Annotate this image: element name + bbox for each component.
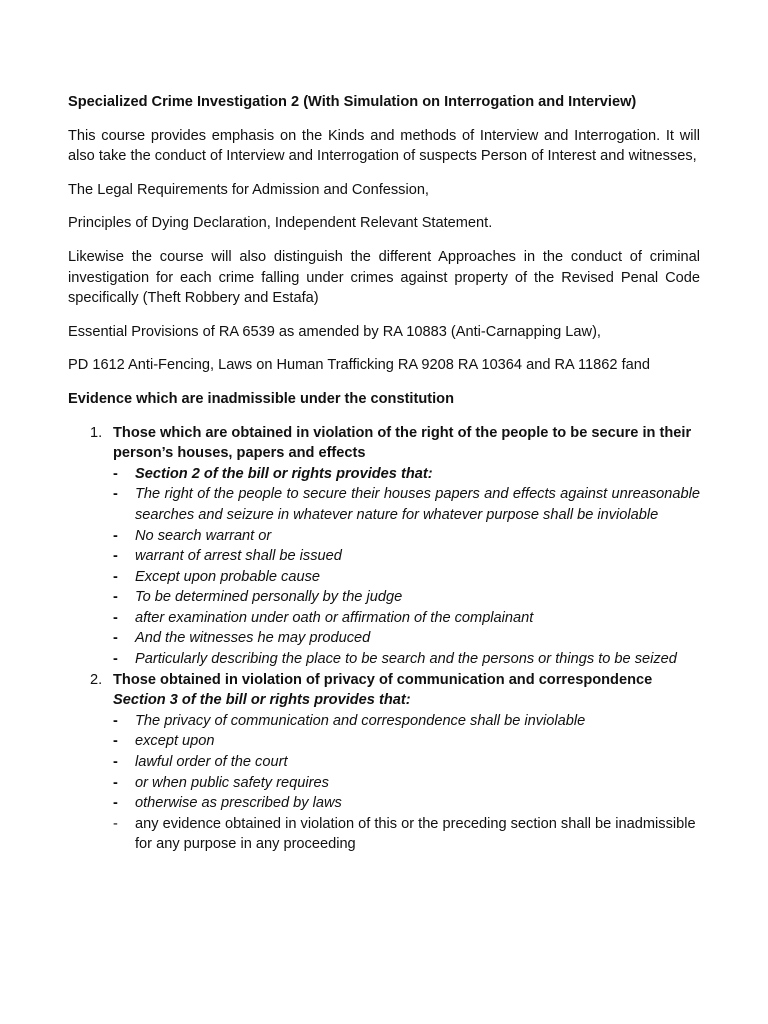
dash-icon: -: [113, 712, 118, 729]
bullet-text: except upon: [135, 733, 215, 750]
bullet-item: [113, 793, 700, 814]
bullet-item: [113, 628, 700, 649]
bullet-text: Section 2 of the bill or rights provides that:: [135, 465, 433, 482]
paragraph-legal-requirements: The Legal Requirements for Admission and Confession,: [68, 181, 429, 198]
evidence-list: [68, 423, 700, 855]
dash-icon: -: [113, 754, 118, 771]
dash-icon: -: [113, 651, 118, 668]
dash-icon: -: [113, 568, 118, 585]
bullet-item: [113, 752, 700, 773]
dash-icon: -: [113, 486, 118, 503]
paragraph-anti-carnapping: Essential Provisions of RA 6539 as amended by RA 10883 (Anti-Carnapping Law),: [68, 323, 601, 340]
list-number: 1.: [90, 424, 103, 441]
bullet-list: [113, 464, 700, 670]
dash-icon: -: [113, 815, 118, 832]
bullet-text: after examination under oath or affirmation of the complainant: [135, 609, 534, 626]
bullet-text: otherwise as prescribed by laws: [135, 795, 342, 812]
dash-icon: -: [113, 527, 118, 544]
dash-icon: -: [113, 589, 118, 606]
bullet-text: No search warrant or: [135, 527, 272, 544]
bullet-item: [113, 731, 700, 752]
bullet-item: [113, 484, 700, 525]
bullet-item: [113, 526, 700, 547]
bullet-item: [113, 567, 700, 588]
bullet-item: [113, 711, 700, 732]
dash-icon: -: [113, 733, 118, 750]
bullet-text: Particularly describing the place to be search and the persons or things to be seized: [135, 651, 677, 668]
list-item: [68, 670, 700, 855]
dash-icon: -: [113, 630, 118, 647]
dash-icon: -: [113, 774, 118, 791]
bullet-item: [113, 608, 700, 629]
bullet-text: or when public safety requires: [135, 774, 329, 791]
list-item-heading: Those obtained in violation of privacy of communication and correspondence: [113, 671, 653, 688]
section-heading: Evidence which are inadmissible under the constitution: [68, 390, 455, 407]
list-number: 2.: [90, 671, 103, 688]
bullet-text: warrant of arrest shall be issued: [135, 548, 342, 565]
list-item-heading: Those which are obtained in violation of the right of the people to be secure in their person’s houses, papers and effects: [113, 424, 692, 462]
paragraph-anti-fencing: PD 1612 Anti-Fencing, Laws on Human Trafficking RA 9208 RA 10364 and RA 11862 fand: [68, 357, 650, 374]
list-item-subheading: Section 3 of the bill or rights provides that:: [113, 692, 411, 709]
paragraph-course-description: This course provides emphasis on the Kinds and methods of Interview and Interrogation. It will also take the conduct of Interview and Interrogation of suspects Person of Interest and witnesses,: [68, 127, 700, 165]
bullet-item: [113, 773, 700, 794]
bullet-text: And the witnesses he may produced: [135, 630, 371, 647]
bullet-text: any evidence obtained in violation of this or the preceding section shall be inadmissible for any purpose in any proceeding: [135, 815, 696, 853]
dash-icon: -: [113, 609, 118, 626]
bullet-text: The right of the people to secure their houses papers and effects against unreasonable searches and seizure in whatever nature for whatever purpose shall be inviolable: [135, 486, 700, 523]
document-title: Specialized Crime Investigation 2 (With Simulation on Interrogation and Interview): [68, 94, 637, 110]
bullet-item: [113, 587, 700, 608]
bullet-item: [113, 814, 700, 855]
dash-icon: -: [113, 795, 118, 812]
dash-icon: -: [113, 548, 118, 565]
bullet-list: [113, 711, 700, 855]
dash-icon: -: [113, 465, 118, 482]
bullet-text: Except upon probable cause: [135, 568, 320, 585]
bullet-text: To be determined personally by the judge: [135, 589, 403, 606]
bullet-item: [113, 649, 700, 670]
paragraph-approaches: Likewise the course will also distinguish the different Approaches in the conduct of criminal investigation for each crime falling under crimes against property of the Revised Penal Code specifically (Theft Robbery and Estafa): [68, 248, 700, 307]
bullet-item: [113, 546, 700, 567]
bullet-item: [113, 464, 700, 485]
bullet-text: The privacy of communication and correspondence shall be inviolable: [135, 712, 586, 729]
paragraph-dying-declaration: Principles of Dying Declaration, Independent Relevant Statement.: [68, 215, 493, 232]
bullet-text: lawful order of the court: [135, 754, 288, 771]
list-item: [68, 423, 700, 670]
